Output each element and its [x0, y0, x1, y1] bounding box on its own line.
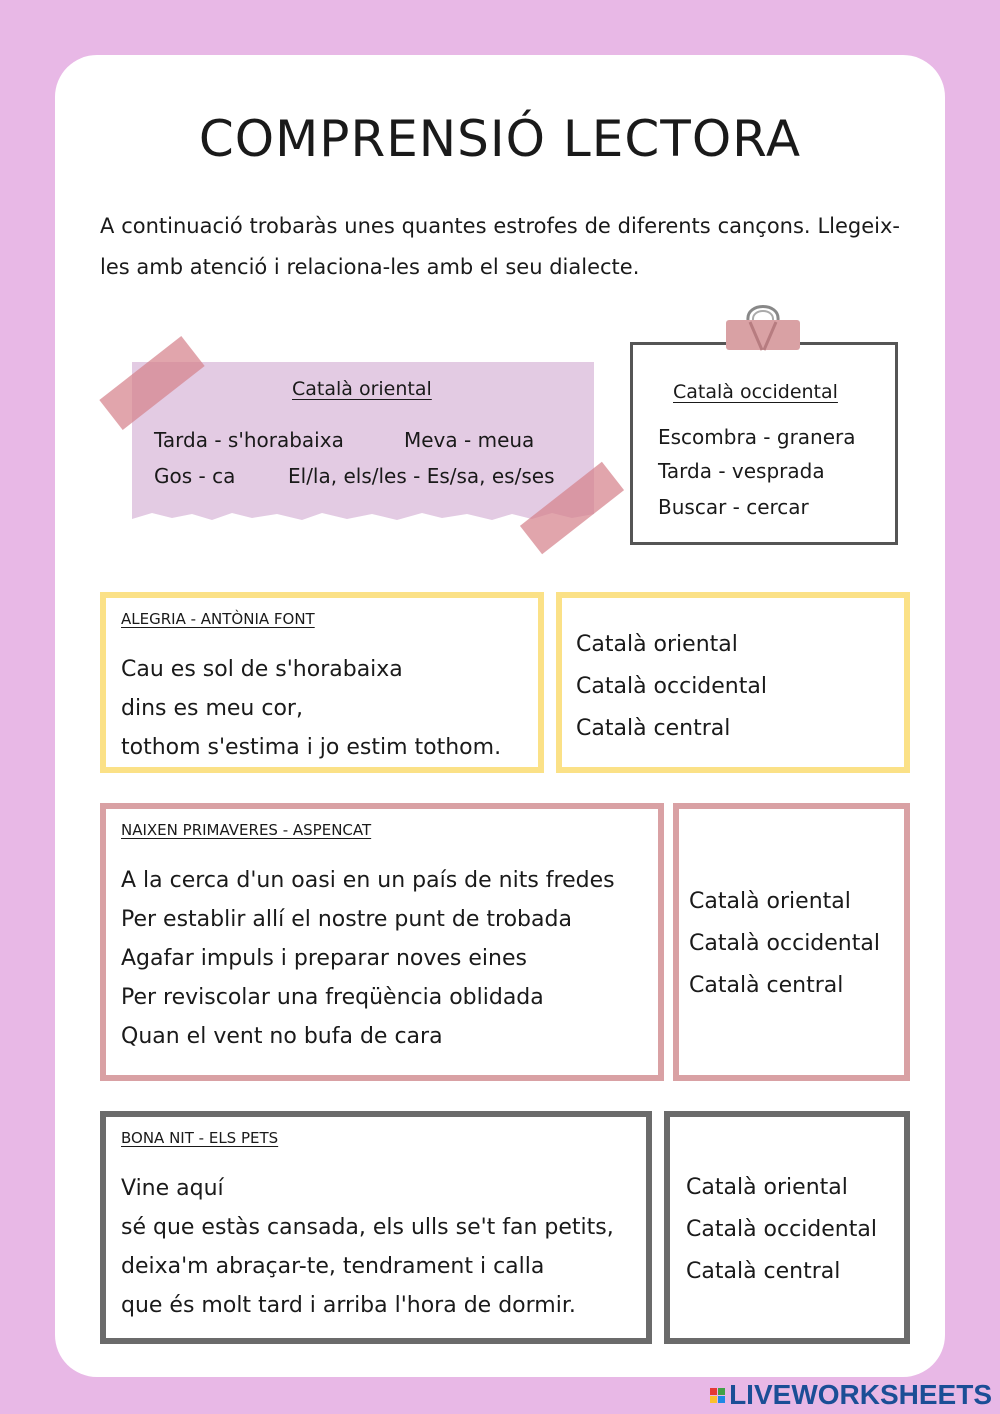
lyric-line: Vine aquí [121, 1176, 224, 1201]
dialect-options-bona-nit [664, 1111, 910, 1344]
instructions: A continuació trobaràs unes quantes estrofes de diferents cançons. Llegeix-les amb atenció i relaciona-les amb el seu dialecte. [100, 214, 900, 279]
occidental-pair: Tarda - vesprada [658, 459, 825, 483]
option-central[interactable]: Català central [689, 973, 844, 998]
lyric-line: que és molt tard i arriba l'hora de dormir. [121, 1293, 576, 1318]
option-oriental[interactable]: Català oriental [576, 632, 738, 657]
oriental-pair: El/la, els/les - Es/sa, es/ses [288, 464, 555, 488]
occidental-pair: Buscar - cercar [658, 495, 809, 519]
lyric-line: Quan el vent no bufa de cara [121, 1024, 443, 1049]
dialect-options-alegria [556, 592, 910, 773]
liveworksheets-watermark [710, 1378, 992, 1412]
lyric-line: tothom s'estima i jo estim tothom. [121, 735, 502, 760]
page-title: COMPRENSIÓ LECTORA [198, 110, 802, 168]
lyric-line: Agafar impuls i preparar noves eines [121, 946, 527, 971]
song-lyrics [121, 650, 501, 767]
option-central[interactable]: Català central [576, 716, 731, 741]
torn-paper-edge [132, 508, 594, 522]
option-oriental[interactable]: Català oriental [686, 1175, 848, 1200]
occidental-vocab-note [630, 342, 898, 545]
lyric-line: Per reviscolar una freqüència oblidada [121, 985, 544, 1010]
option-oriental[interactable]: Català oriental [689, 889, 851, 914]
song-lyrics [121, 1169, 614, 1325]
binder-clip-icon [722, 296, 804, 356]
song-title: BONA NIT - ELS PETS [121, 1129, 279, 1147]
song-lyrics [121, 861, 615, 1056]
oriental-pair: Tarda - s'horabaixa [154, 428, 344, 452]
oriental-pair: Meva - meua [404, 428, 535, 452]
lyric-line: sé que estàs cansada, els ulls se't fan petits, [121, 1215, 614, 1240]
occidental-heading: Català occidental [673, 381, 838, 403]
option-central[interactable]: Català central [686, 1259, 841, 1284]
liveworksheets-logo-icon [710, 1388, 725, 1403]
oriental-vocab-note [132, 362, 594, 512]
song-title: NAIXEN PRIMAVERES - ASPENCAT [121, 821, 372, 839]
watermark-text: LIVEWORKSHEETS [729, 1379, 992, 1410]
song-card-bona-nit [100, 1111, 652, 1344]
lyric-line: A la cerca d'un oasi en un país de nits fredes [121, 868, 615, 893]
option-occidental[interactable]: Català occidental [686, 1217, 877, 1242]
song-title: ALEGRIA - ANTÒNIA FONT [121, 610, 315, 628]
option-occidental[interactable]: Català occidental [689, 931, 880, 956]
oriental-pair: Gos - ca [154, 464, 236, 488]
oriental-heading: Català oriental [292, 378, 432, 400]
dialect-options-naixen-primaveres [673, 803, 910, 1081]
lyric-line: Per establir allí el nostre punt de trobada [121, 907, 572, 932]
option-occidental[interactable]: Català occidental [576, 674, 767, 699]
lyric-line: dins es meu cor, [121, 696, 303, 721]
song-card-alegria [100, 592, 544, 773]
song-card-naixen-primaveres [100, 803, 664, 1081]
occidental-pair: Escombra - granera [658, 425, 856, 449]
lyric-line: Cau es sol de s'horabaixa [121, 657, 403, 682]
lyric-line: deixa'm abraçar-te, tendrament i calla [121, 1254, 545, 1279]
